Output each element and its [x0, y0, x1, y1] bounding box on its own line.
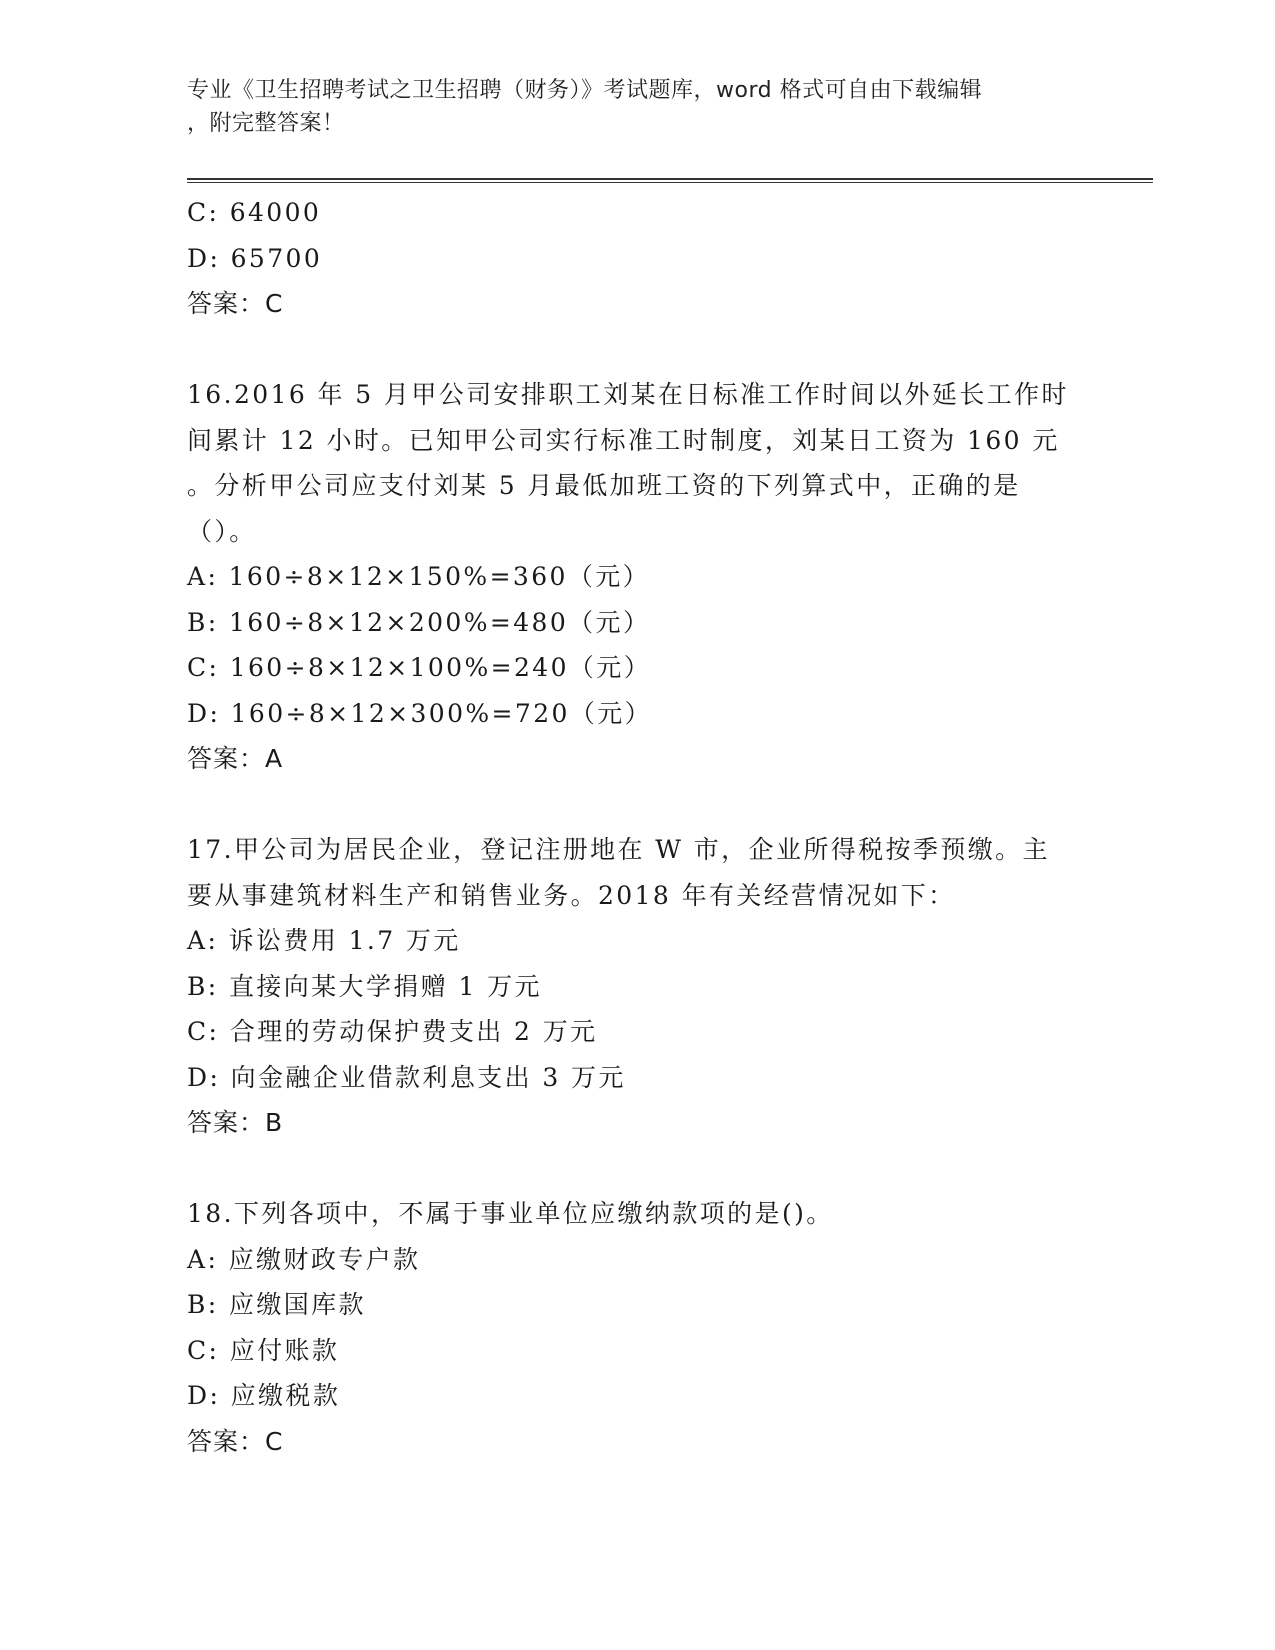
question-text-line: 要从事建筑材料生产和销售业务。2018 年有关经营情况如下： — [187, 880, 956, 910]
option-c: C: 64000 — [187, 198, 322, 227]
question-list — [187, 190, 1087, 1464]
option-c: C: 合理的劳动保护费支出 2 万元 — [187, 1017, 598, 1046]
option-d: D: 160÷8×12×300%=720（元） — [187, 698, 653, 728]
option-d: D: 应缴税款 — [187, 1381, 341, 1410]
answer-line: 答案：A — [187, 744, 284, 773]
option-c: C: 160÷8×12×100%=240（元） — [187, 653, 652, 682]
question-text-line: 17.甲公司为居民企业，登记注册地在 W 市，企业所得税按季预缴。主 — [187, 835, 1050, 864]
answer-line: 答案：C — [187, 1426, 284, 1456]
question-text-line: 。分析甲公司应支付刘某 5 月最低加班工资的下列算式中，正确的是 — [187, 471, 1021, 500]
answer-line: 答案：C — [187, 289, 284, 318]
header-line-2: ，附完整答案！ — [187, 111, 345, 136]
option-a: A: 应缴财政专户款 — [187, 1244, 421, 1274]
answer-line: 答案：B — [187, 1108, 284, 1137]
option-c: C: 应付账款 — [187, 1335, 340, 1365]
question-text-line: 16.2016 年 5 月甲公司安排职工刘某在日标准工作时间以外延长工作时 — [187, 380, 1069, 409]
page-header — [187, 74, 1067, 140]
question-17 — [187, 827, 1087, 1146]
question-16 — [187, 372, 1087, 782]
question-18 — [187, 1191, 1087, 1464]
option-b: B: 应缴国库款 — [187, 1290, 366, 1319]
option-a: A: 诉讼费用 1.7 万元 — [187, 926, 461, 955]
option-b: B: 160÷8×12×200%=480（元） — [187, 607, 651, 637]
header-divider — [187, 178, 1153, 183]
question-text-line: 间累计 12 小时。已知甲公司实行标准工时制度，刘某日工资为 160 元 — [187, 425, 1060, 455]
header-line-1: 专业《卫生招聘考试之卫生招聘（财务）》考试题库，word 格式可自由下载编辑 — [187, 78, 983, 103]
option-a: A: 160÷8×12×150%=360（元） — [187, 562, 651, 591]
question-15-tail — [187, 190, 1087, 327]
option-d: D: 65700 — [187, 243, 323, 273]
option-d: D: 向金融企业借款利息支出 3 万元 — [187, 1062, 626, 1092]
option-b: B: 直接向某大学捐赠 1 万元 — [187, 971, 542, 1001]
question-text-line: （）。 — [187, 516, 257, 546]
question-text-line: 18.下列各项中，不属于事业单位应缴纳款项的是()。 — [187, 1199, 834, 1228]
